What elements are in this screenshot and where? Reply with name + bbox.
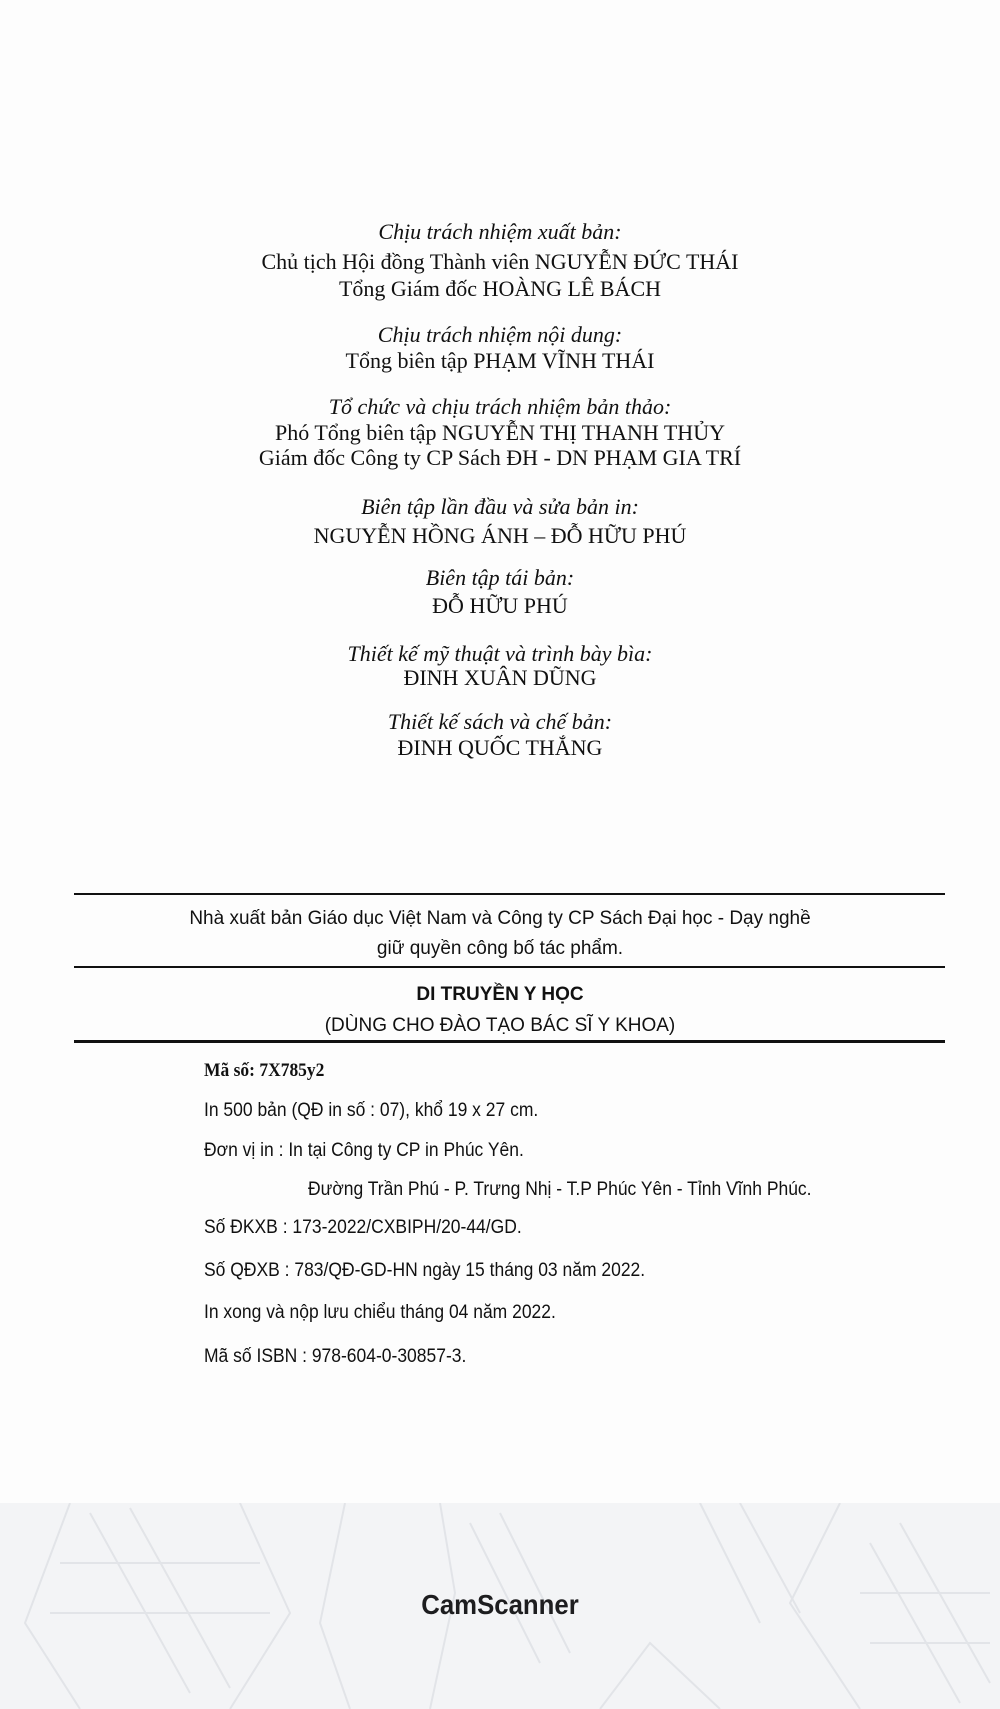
credit-name: NGUYỄN HỒNG ÁNH – ĐỖ HỮU PHÚ [313,523,687,548]
isbn: Mã số ISBN : 978-604-0-30857-3. [204,1346,467,1367]
credit-role: Tổ chức và chịu trách nhiệm bản thảo: [328,394,672,419]
book-subtitle: (DÙNG CHO ĐÀO TẠO BÁC SĨ Y KHOA) [324,1015,676,1036]
credit-name: Tổng biên tập PHẠM VĨNH THÁI [345,348,655,373]
credit-name: Phó Tổng biên tập NGUYỄN THỊ THANH THỦY [275,420,725,445]
credit-name: ĐINH QUỐC THẮNG [397,735,603,760]
deposit-date: In xong và nộp lưu chiểu tháng 04 năm 2022. [204,1302,556,1323]
printer: Đơn vị in : In tại Công ty CP in Phúc Yên. [204,1140,524,1161]
dkxb-number: Số ĐKXB : 173-2022/CXBIPH/20-44/GD. [204,1217,522,1238]
book-code: Mã số: 7X785y2 [204,1060,325,1081]
divider [74,966,945,968]
divider [74,893,945,895]
credit-role: Thiết kế sách và chế bản: [387,709,613,734]
credit-name: ĐỖ HỮU PHÚ [432,593,568,618]
credit-role: Chịu trách nhiệm nội dung: [377,322,623,347]
copyright-line: giữ quyền công bố tác phẩm. [376,938,624,959]
credit-name: ĐINH XUÂN DŨNG [403,665,597,690]
book-title: DI TRUYỀN Y HỌC [416,984,584,1005]
camscanner-logo: CamScanner [421,1589,579,1620]
copyright-line: Nhà xuất bản Giáo dục Việt Nam và Công ty CP Sách Đại học - Dạy nghề [189,908,811,929]
credit-name: Tổng Giám đốc HOÀNG LÊ BÁCH [338,276,662,301]
credit-name: Chủ tịch Hội đồng Thành viên NGUYỄN ĐỨC THÁI [261,249,739,274]
divider [74,1040,945,1043]
credit-role: Chịu trách nhiệm xuất bản: [378,219,622,244]
credit-role: Biên tập lần đầu và sửa bản in: [361,494,639,519]
credit-role: Thiết kế mỹ thuật và trình bày bìa: [347,641,653,666]
credit-role: Biên tập tái bản: [425,565,575,590]
print-run: In 500 bản (QĐ in số : 07), khổ 19 x 27 cm. [204,1100,539,1121]
credit-name: Giám đốc Công ty CP Sách ĐH - DN PHẠM GIA TRÍ [258,445,742,470]
qdxb-number: Số QĐXB : 783/QĐ-GD-HN ngày 15 tháng 03 năm 2022. [204,1260,646,1281]
printer-address: Đường Trần Phú - P. Trưng Nhị - T.P Phúc Yên - Tỉnh Vĩnh Phúc. [308,1179,812,1200]
